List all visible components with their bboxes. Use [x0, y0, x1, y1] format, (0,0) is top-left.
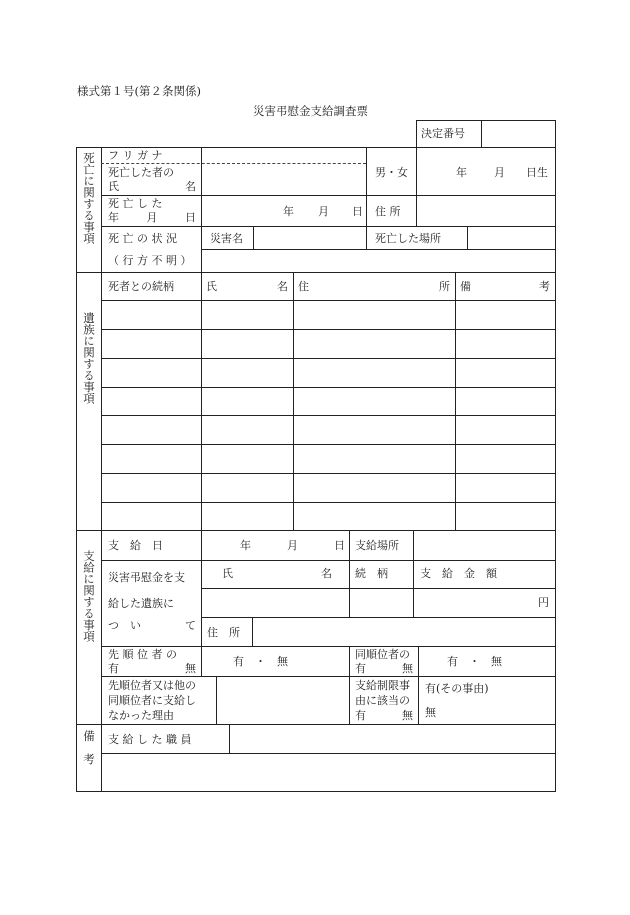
death-date-label: 死 亡 し た [108, 197, 163, 210]
col-relation: 死者との続柄 [108, 280, 174, 293]
prior-label-2: 有 無 [108, 662, 196, 675]
missing-status-input[interactable] [202, 250, 555, 271]
remarks-input[interactable] [102, 754, 555, 791]
staff-input[interactable] [230, 725, 555, 752]
deceased-name-label-2: 氏 名 [108, 180, 196, 193]
payment-name-label: 氏 名 [222, 567, 332, 580]
deceased-name-input[interactable] [202, 165, 365, 194]
payment-place-label: 支給場所 [355, 539, 399, 552]
payment-address-label: 住 所 [207, 626, 240, 639]
furigana-input[interactable] [202, 148, 365, 162]
col-address: 住 所 [298, 280, 450, 293]
section-label-remarks: 備 考 [82, 730, 96, 765]
reason-label-3: なかった理由 [108, 709, 174, 722]
section-label-payment: 支給に関する事項 [82, 550, 96, 642]
payment-address-input[interactable] [253, 618, 555, 645]
death-place-label: 死亡した場所 [375, 232, 441, 245]
payment-relation-label: 続 柄 [355, 567, 388, 580]
same-rank-label: 同順位者の [355, 648, 410, 661]
yen-label: 円 [538, 596, 549, 609]
deceased-name-label: 死亡した者の [108, 166, 174, 179]
limit-label-3: 有 無 [355, 709, 413, 722]
section-label-deceased: 死亡に関する事項 [82, 152, 96, 244]
death-day-label: 日 [352, 205, 363, 218]
section-label-family: 遺族に関する事項 [82, 312, 96, 404]
limit-label-2: 由に該当の [355, 694, 410, 707]
payment-relation-input[interactable] [350, 589, 412, 616]
limit-yes-option[interactable]: 有(その事由) [425, 682, 489, 695]
death-place-input[interactable] [468, 227, 555, 248]
prior-select[interactable]: 有 ・ 無 [233, 655, 288, 668]
decision-number-field[interactable] [482, 121, 555, 147]
payment-amount-input[interactable] [414, 589, 534, 616]
payment-month-label: 月 [287, 539, 298, 552]
family-rows[interactable] [102, 301, 555, 529]
payment-family-label-2: 給した遺族に [108, 597, 174, 610]
limit-label-1: 支給制限事 [355, 679, 410, 692]
payment-day-label: 日 [334, 539, 345, 552]
payment-amount-label: 支 給 金 額 [420, 567, 497, 580]
form-number: 様式第１号(第２条関係) [77, 84, 201, 98]
payment-place-input[interactable] [414, 531, 555, 559]
reason-input[interactable] [217, 677, 348, 723]
deceased-address-label: 住 所 [375, 205, 401, 218]
deceased-address-input[interactable] [417, 196, 555, 225]
birth-month-label: 月 [494, 166, 505, 179]
disaster-name-input[interactable] [254, 227, 365, 248]
payment-recipient-name-input[interactable] [202, 589, 348, 616]
decision-number-label: 決定番号 [421, 127, 465, 140]
payment-date-label: 支 給 日 [108, 539, 163, 552]
furigana-label: フ リ ガ ナ [108, 149, 163, 162]
birth-day-label: 日生 [526, 166, 548, 179]
death-month-label: 月 [318, 205, 329, 218]
prior-label: 先 順 位 者 の [108, 648, 177, 661]
birth-year-label: 年 [456, 166, 467, 179]
col-remarks: 備 考 [460, 280, 550, 293]
same-rank-select[interactable]: 有 ・ 無 [447, 655, 502, 668]
page-title: 災害弔慰金支給調査票 [253, 104, 368, 118]
disaster-name-label: 災害名 [210, 232, 243, 245]
payment-year-label: 年 [240, 539, 251, 552]
death-year-label: 年 [283, 205, 294, 218]
reason-label-2: 同順位者に支給し [108, 694, 196, 707]
staff-label: 支 給 し た 職 員 [108, 733, 192, 746]
death-status-label: 死 亡 の 状 況 [108, 232, 177, 245]
gender-select[interactable]: 男・女 [375, 166, 408, 179]
col-name: 氏 名 [206, 280, 288, 293]
missing-label: （ 行 方 不 明 ） [108, 254, 192, 267]
same-rank-label-2: 有 無 [355, 662, 413, 675]
limit-no-option[interactable]: 無 [425, 706, 436, 719]
reason-label-1: 先順位者又は他の [108, 679, 196, 692]
payment-family-label-1: 災害弔慰金を支 [108, 571, 185, 584]
payment-family-label-3: つ い て [108, 619, 196, 632]
death-date-label-2: 年 月 日 [108, 211, 196, 224]
